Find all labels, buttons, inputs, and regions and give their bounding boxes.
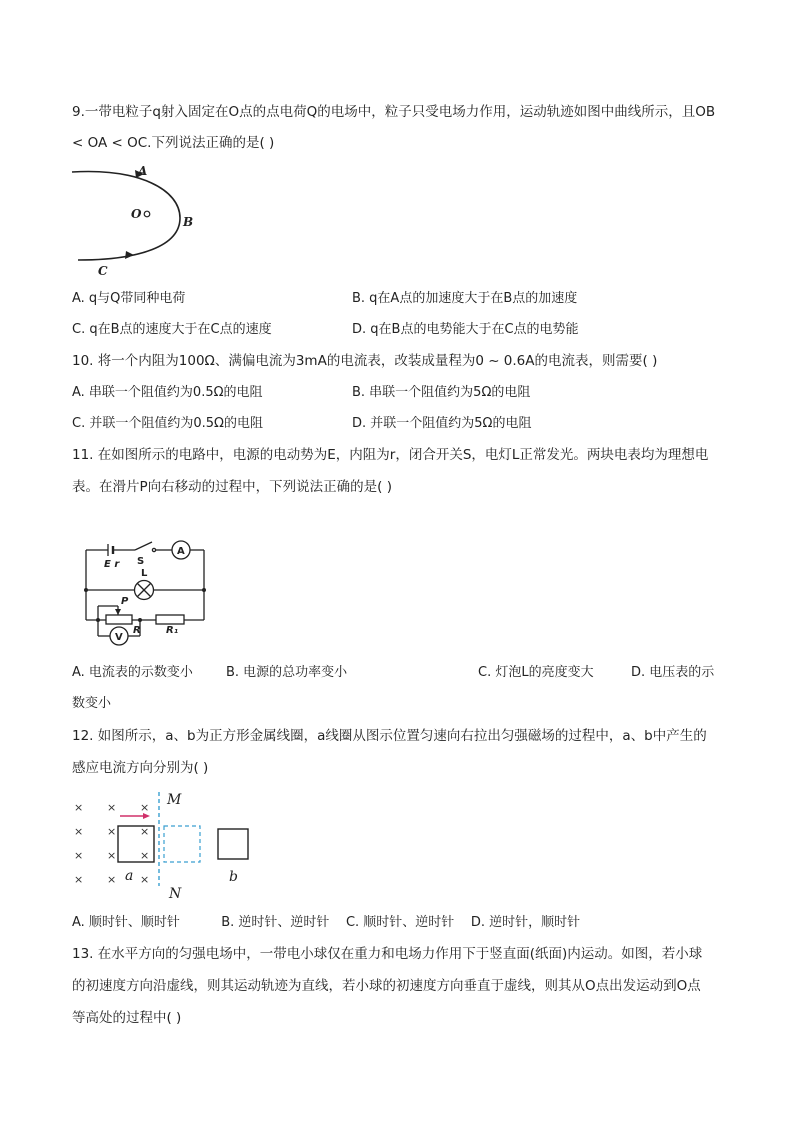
q11-option-D-continued: 数变小 bbox=[72, 696, 112, 711]
field-cross: × bbox=[140, 873, 150, 886]
field-cross: × bbox=[74, 873, 84, 886]
q13-stem-line1: 13. 在水平方向的匀强电场中，一带电小球仅在重力和电场力作用下于竖直面(纸面)内运动。如图，若小球 bbox=[72, 946, 703, 962]
q12-coil-b bbox=[218, 829, 248, 859]
q12-options[interactable]: A. 顺时针、顺时针 B. 逆时针、逆时针 C. 顺时针、逆时针 D. 逆时针，顺时针 bbox=[72, 915, 581, 930]
q11-label-R: R bbox=[133, 625, 141, 636]
field-cross: × bbox=[74, 825, 84, 838]
q9-stem-line2: < OA < OC.下列说法正确的是( ) bbox=[72, 135, 275, 151]
q12-field-crosses bbox=[74, 801, 149, 886]
q9-arrow-bottom bbox=[125, 251, 134, 259]
q11-label-A: A bbox=[177, 546, 185, 557]
q10-option-C[interactable]: C. 并联一个阻值约为0.5Ω的电阻 bbox=[72, 416, 263, 431]
q11-option-A[interactable]: A. 电流表的示数变小 bbox=[72, 665, 193, 680]
q11-option-B[interactable]: B. 电源的总功率变小 bbox=[226, 665, 348, 680]
field-cross: × bbox=[74, 849, 84, 862]
q12-label-a: a bbox=[125, 868, 134, 884]
q11-label-P: P bbox=[121, 596, 129, 607]
q9-option-C[interactable]: C. q在B点的速度大于在C点的速度 bbox=[72, 322, 272, 337]
q11-stem-line1: 11. 在如图所示的电路中，电源的电动势为E，内阻为r，闭合开关S，电灯L正常发光。两块电表均为理想电 bbox=[72, 447, 709, 463]
q9-point-O bbox=[144, 211, 150, 217]
q11-stem-line2: 表。在滑片P向右移动的过程中，下列说法正确的是( ) bbox=[72, 479, 392, 495]
field-cross: × bbox=[74, 801, 84, 814]
q12-magnetic-field-figure bbox=[70, 788, 260, 903]
field-cross: × bbox=[107, 849, 117, 862]
q9-option-A[interactable]: A. q与Q带同种电荷 bbox=[72, 291, 186, 306]
q11-label-R1: R₁ bbox=[166, 625, 179, 636]
q10-option-B[interactable]: B. 串联一个阻值约为5Ω的电阻 bbox=[352, 385, 531, 400]
q9-label-O: O bbox=[131, 207, 142, 221]
q9-trajectory-figure bbox=[70, 160, 210, 280]
q11-label-V: V bbox=[115, 632, 123, 643]
q9-label-B: B bbox=[183, 215, 194, 229]
field-cross: × bbox=[140, 849, 150, 862]
field-cross: × bbox=[107, 873, 117, 886]
field-cross: × bbox=[140, 825, 150, 838]
q9-label-A: A bbox=[138, 164, 148, 178]
q12-label-b: b bbox=[229, 869, 238, 885]
q12-label-M: M bbox=[167, 792, 182, 808]
q11-label-L: L bbox=[141, 568, 148, 579]
q12-stem-line1: 12. 如图所示，a、b为正方形金属线圈，a线圈从图示位置匀速向右拉出匀强磁场的过程中，a、b中产生的 bbox=[72, 728, 707, 744]
q11-slider-arrow bbox=[115, 609, 121, 615]
q9-option-D[interactable]: D. q在B点的电势能大于在C点的电势能 bbox=[352, 322, 579, 337]
q11-option-D[interactable]: D. 电压表的示 bbox=[631, 665, 715, 680]
q12-coil-a-ghost bbox=[164, 826, 200, 862]
q12-stem-line2: 感应电流方向分别为( ) bbox=[72, 760, 209, 776]
field-cross: × bbox=[107, 825, 117, 838]
q9-stem-line1: 9.一带电粒子q射入固定在O点的点电荷Q的电场中，粒子只受电场力作用，运动轨迹如图中曲线所示，且OB bbox=[72, 104, 716, 120]
field-cross: × bbox=[140, 801, 150, 814]
q13-stem-line3: 等高处的过程中( ) bbox=[72, 1010, 182, 1026]
q10-stem: 10. 将一个内阻为100Ω、满偏电流为3mA的电流表，改装成量程为0 ~ 0.6A的电流表，则需要( ) bbox=[72, 353, 658, 369]
field-cross: × bbox=[107, 801, 117, 814]
q11-circuit-figure bbox=[80, 536, 210, 648]
q11-option-C[interactable]: C. 灯泡L的亮度变大 bbox=[478, 665, 594, 680]
q13-stem-line2: 的初速度方向沿虚线，则其运动轨迹为直线，若小球的初速度方向垂直于虚线，则其从O点出发运动到O点 bbox=[72, 978, 701, 994]
q9-label-C: C bbox=[98, 264, 108, 278]
q12-label-N: N bbox=[169, 886, 182, 902]
q11-label-Er: E r bbox=[104, 559, 120, 570]
q9-option-B[interactable]: B. q在A点的加速度大于在B点的加速度 bbox=[352, 291, 578, 306]
q11-label-S: S bbox=[137, 556, 145, 567]
q9-trajectory-curve bbox=[72, 172, 180, 260]
q10-option-A[interactable]: A. 串联一个阻值约为0.5Ω的电阻 bbox=[72, 385, 263, 400]
q10-option-D[interactable]: D. 并联一个阻值约为5Ω的电阻 bbox=[352, 416, 532, 431]
